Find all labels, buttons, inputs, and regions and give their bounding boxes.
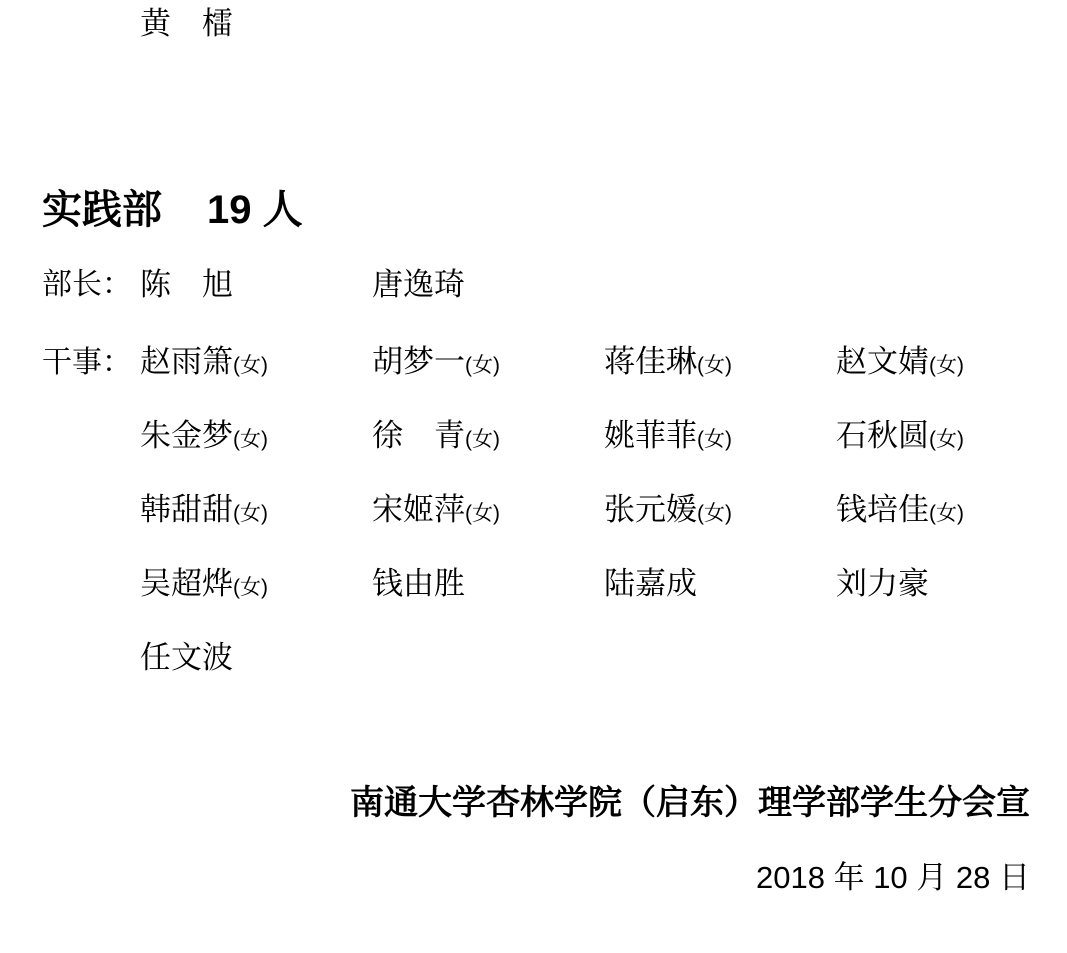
- member-gender: (女): [233, 576, 268, 599]
- member-name: 赵雨箫: [140, 344, 233, 379]
- staff-member: [140, 345, 372, 419]
- member-name: 徐 青: [372, 418, 465, 453]
- staff-member: [372, 419, 604, 493]
- leader-row-label: 部长：: [42, 268, 132, 301]
- member-name: 石秋圆: [836, 418, 929, 453]
- member-gender: (女): [697, 354, 732, 377]
- previous-section-member-name: 黄 檑: [140, 6, 233, 41]
- member-name: 韩甜甜: [140, 492, 233, 527]
- member-name: 张元媛: [604, 492, 697, 527]
- member-name: 朱金梦: [140, 418, 233, 453]
- member-gender: (女): [233, 354, 268, 377]
- member-name: 钱由胜: [372, 566, 465, 601]
- staff-member: [372, 567, 604, 641]
- member-name: 任文波: [140, 640, 233, 675]
- member-gender: (女): [929, 428, 964, 451]
- section-heading: [42, 190, 303, 230]
- member-name: 钱培佳: [836, 492, 929, 527]
- department-name: 实践部: [42, 188, 162, 232]
- member-gender: (女): [697, 428, 732, 451]
- leader-name: 陈 旭: [140, 267, 233, 302]
- staff-member-grid: [140, 345, 1046, 715]
- signature-line: 南通大学杏林学院（启东）理学部学生分会宣: [350, 784, 1030, 822]
- staff-member: [836, 345, 1046, 419]
- member-name: 赵文婧: [836, 344, 929, 379]
- member-gender: (女): [465, 428, 500, 451]
- member-gender: (女): [929, 354, 964, 377]
- member-gender: (女): [465, 354, 500, 377]
- member-count: 19 人: [207, 188, 303, 232]
- staff-member: [140, 419, 372, 493]
- member-gender: (女): [465, 502, 500, 525]
- staff-member: [604, 345, 836, 419]
- member-name: 刘力豪: [836, 566, 929, 601]
- staff-member: [836, 419, 1046, 493]
- leader-name: 唐逸琦: [372, 267, 465, 302]
- staff-member: [836, 493, 1046, 567]
- member-gender: (女): [697, 502, 732, 525]
- member-name: 宋姬萍: [372, 492, 465, 527]
- date-line: 2018 年 10 月 28 日: [756, 860, 1030, 895]
- member-name: 姚菲菲: [604, 418, 697, 453]
- staff-member: [604, 567, 836, 641]
- staff-member: [836, 567, 1046, 641]
- staff-member: [140, 641, 372, 715]
- member-name: 胡梦一: [372, 344, 465, 379]
- staff-member: [604, 419, 836, 493]
- member-gender: (女): [233, 428, 268, 451]
- member-name: 陆嘉成: [604, 566, 697, 601]
- staff-member: [604, 493, 836, 567]
- member-gender: (女): [929, 502, 964, 525]
- member-name: 吴超烨: [140, 566, 233, 601]
- staff-member: [372, 345, 604, 419]
- member-gender: (女): [233, 502, 268, 525]
- staff-row-label: 干事：: [42, 346, 132, 379]
- staff-member: [140, 493, 372, 567]
- member-name: 蒋佳琳: [604, 344, 697, 379]
- staff-member: [372, 493, 604, 567]
- staff-member: [140, 567, 372, 641]
